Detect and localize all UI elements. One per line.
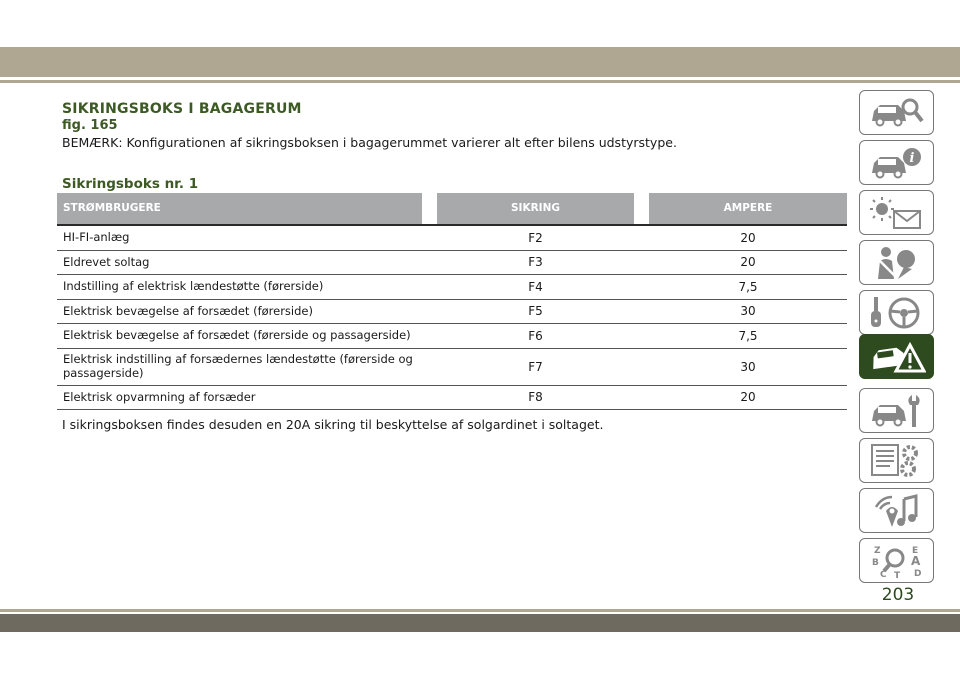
index-letter: Z (874, 546, 881, 556)
data-gear-icon (868, 443, 926, 479)
tab-dashboard[interactable] (859, 140, 934, 185)
cell-consumer: HI-FI-anlæg (63, 230, 130, 245)
table-row (57, 226, 847, 251)
tab-technical-data[interactable] (859, 438, 934, 483)
bottom-divider (0, 609, 960, 612)
table-row (57, 386, 847, 411)
cell-consumer: Elektrisk bevægelse af forsædet (førerside) (63, 303, 313, 318)
cell-fuse: F8 (528, 390, 543, 405)
table-title: Sikringsboks nr. 1 (62, 176, 199, 192)
cell-consumer: Indstilling af elektrisk lændestøtte (førerside) (63, 279, 324, 294)
car-magnifier-icon (868, 95, 926, 131)
cell-fuse: F5 (528, 304, 543, 319)
index-letter: C (880, 570, 887, 579)
tab-safety[interactable] (859, 240, 934, 285)
fuse-table (57, 193, 847, 410)
svg-text:i: i (909, 151, 915, 166)
car-breakdown-warning-icon (868, 339, 926, 375)
cell-ampere: 20 (740, 390, 756, 405)
table-row (57, 251, 847, 276)
section-title: SIKRINGSBOKS I BAGAGERUM (62, 101, 302, 117)
seatbelt-airbag-icon (868, 245, 926, 281)
table-row (57, 324, 847, 349)
tab-multimedia[interactable] (859, 488, 934, 533)
table-row (57, 275, 847, 300)
cell-ampere: 30 (740, 304, 756, 319)
cell-consumer: Eldrevet soltag (63, 254, 150, 269)
tab-servicing[interactable] (859, 388, 934, 433)
cell-ampere: 7,5 (738, 328, 758, 343)
header-consumers: STRØMBRUGERE (57, 193, 422, 224)
warning-light-message-icon (868, 195, 926, 231)
key-steering-wheel-icon (868, 295, 926, 331)
cell-consumer: Elektrisk opvarmning af forsæder (63, 389, 256, 404)
cell-fuse: F3 (528, 255, 543, 270)
tab-know-your-vehicle[interactable] (859, 90, 934, 135)
index-magnifier-icon (868, 543, 926, 579)
cell-ampere: 7,5 (738, 279, 758, 294)
index-letter: T (894, 571, 901, 579)
configuration-note: BEMÆRK: Konfigurationen af sikringsboksen i bagagerummet varierer alt efter bilens udstyrstype. (62, 135, 677, 150)
cell-consumer: Elektrisk bevægelse af forsædet (førerside og passagerside) (63, 328, 411, 343)
index-letter: A (911, 554, 921, 568)
multimedia-icon (868, 493, 926, 529)
index-letter: E (912, 546, 919, 556)
header-ampere: AMPERE (649, 193, 847, 224)
car-info-icon (868, 145, 926, 181)
figure-reference: fig. 165 (62, 118, 118, 133)
cell-ampere: 20 (740, 230, 756, 245)
cell-ampere: 20 (740, 255, 756, 270)
table-row (57, 300, 847, 325)
index-letter: D (914, 569, 922, 579)
table-header-row (57, 193, 847, 226)
footnote-text: I sikringsboksen findes desuden en 20A sikring til beskyttelse af solgardinet i soltaget. (62, 417, 604, 432)
car-wrench-icon (868, 393, 926, 429)
cell-ampere: 30 (740, 359, 756, 374)
cell-fuse: F7 (528, 359, 543, 374)
tab-index[interactable] (859, 538, 934, 583)
page-number: 203 (881, 585, 915, 605)
cell-fuse: F6 (528, 328, 543, 343)
tab-emergency[interactable] (859, 334, 934, 379)
table-row (57, 349, 847, 386)
tab-starting-driving[interactable] (859, 290, 934, 335)
tab-warning-lights[interactable] (859, 190, 934, 235)
cell-fuse: F4 (528, 279, 543, 294)
cell-consumer: Elektrisk indstilling af forsædernes lændestøtte (førerside og passagerside) (63, 352, 413, 380)
header-fuse: SIKRING (437, 193, 634, 224)
top-divider (0, 80, 960, 83)
top-header-band (0, 47, 960, 77)
bottom-footer-band (0, 614, 960, 632)
cell-fuse: F2 (528, 230, 543, 245)
index-letter: B (872, 558, 879, 568)
